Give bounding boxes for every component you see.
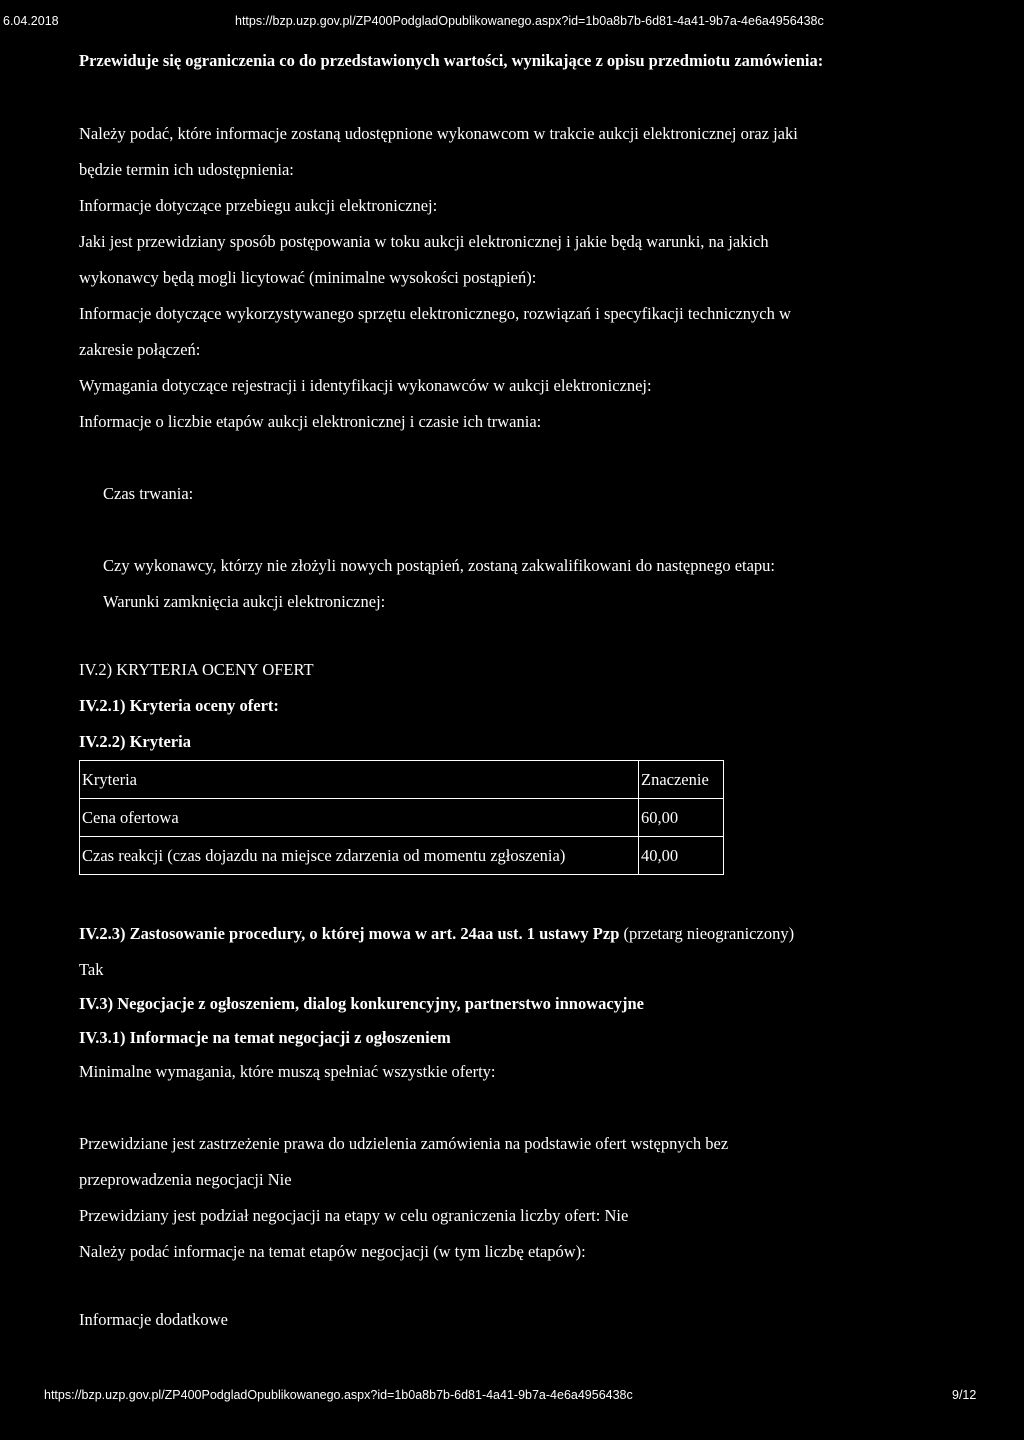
footer-url: https://bzp.uzp.gov.pl/ZP400PodgladOpublikowanego.aspx?id=1b0a8b7b-6d81-4a41-9b7a-4e6a4956438c bbox=[44, 1388, 633, 1402]
auction-stages-info: Informacje o liczbie etapów aukcji elektronicznej i czasie ich trwania: bbox=[79, 412, 542, 431]
table-cell: 40,00 bbox=[639, 837, 724, 875]
registration-requirements: Wymagania dotyczące rejestracji i identyfikacji wykonawców w aukcji elektronicznej: bbox=[79, 376, 652, 395]
table-cell: 60,00 bbox=[639, 799, 724, 837]
minimum-requirements: Minimalne wymagania, które muszą spełniać wszystkie oferty: bbox=[79, 1062, 496, 1081]
info-shared-line-2: będzie termin ich udostępnienia: bbox=[79, 160, 294, 179]
table-row bbox=[80, 799, 724, 837]
section-iv23-answer: Tak bbox=[79, 960, 104, 979]
table-header-row bbox=[80, 761, 724, 799]
page-number: 9/12 bbox=[952, 1388, 977, 1402]
auction-procedure-line-2: wykonawcy będą mogli licytować (minimalne wysokości postąpień): bbox=[79, 268, 537, 287]
auction-progress-info: Informacje dotyczące przebiegu aukcji elektronicznej: bbox=[79, 196, 438, 215]
info-shared-line-1: Należy podać, które informacje zostaną udostępnione wykonawcom w trakcie aukcji elektronicznej oraz jaki bbox=[79, 124, 798, 143]
duration-label: Czas trwania: bbox=[103, 484, 194, 503]
equipment-info-line-1: Informacje dotyczące wykorzystywanego sprzętu elektronicznego, rozwiązań i specyfikacji technicznych w bbox=[79, 304, 791, 323]
print-date: 6.04.2018 bbox=[3, 14, 59, 28]
criteria-table bbox=[79, 760, 724, 875]
table-cell: Cena ofertowa bbox=[80, 799, 639, 837]
negotiation-stages-split: Przewidziany jest podział negocjacji na etapy w celu ograniczenia liczby ofert: Nie bbox=[79, 1206, 629, 1225]
closing-conditions: Warunki zamknięcia aukcji elektronicznej: bbox=[103, 592, 386, 611]
negotiation-stages-info: Należy podać informacje na temat etapów negocjacji (w tym liczbę etapów): bbox=[79, 1242, 586, 1261]
print-url: https://bzp.uzp.gov.pl/ZP400PodgladOpublikowanego.aspx?id=1b0a8b7b-6d81-4a41-9b7a-4e6a4956438c bbox=[235, 14, 824, 28]
table-header-cell: Kryteria bbox=[80, 761, 639, 799]
section-iv22-heading: IV.2.2) Kryteria bbox=[79, 732, 191, 751]
section-iv23 bbox=[79, 924, 794, 944]
additional-info-label: Informacje dodatkowe bbox=[79, 1310, 228, 1329]
section-iv21-heading: IV.2.1) Kryteria oceny ofert: bbox=[79, 696, 279, 715]
table-header-cell: Znaczenie bbox=[639, 761, 724, 799]
table-row bbox=[80, 837, 724, 875]
reservation-line-2: przeprowadzenia negocjacji Nie bbox=[79, 1170, 292, 1189]
equipment-info-line-2: zakresie połączeń: bbox=[79, 340, 201, 359]
section-iv2-heading: IV.2) KRYTERIA OCENY OFERT bbox=[79, 660, 314, 679]
section-iv31-heading: IV.3.1) Informacje na temat negocjacji z ogłoszeniem bbox=[79, 1028, 451, 1047]
auction-procedure-line-1: Jaki jest przewidziany sposób postępowania w toku aukcji elektronicznej i jakie będą warunki, na jakich bbox=[79, 232, 769, 251]
section-iv23-note: (przetarg nieograniczony) bbox=[619, 924, 795, 943]
qualification-question: Czy wykonawcy, którzy nie złożyli nowych postąpień, zostaną zakwalifikowani do następnego etapu: bbox=[103, 556, 776, 575]
section-iv23-heading: IV.2.3) Zastosowanie procedury, o której mowa w art. 24aa ust. 1 ustawy Pzp bbox=[79, 924, 620, 943]
table-cell: Czas reakcji (czas dojazdu na miejsce zdarzenia od momentu zgłoszenia) bbox=[80, 837, 639, 875]
reservation-line-1: Przewidziane jest zastrzeżenie prawa do udzielenia zamówienia na podstawie ofert wstępnych bez bbox=[79, 1134, 729, 1153]
section-iv3-heading: IV.3) Negocjacje z ogłoszeniem, dialog konkurencyjny, partnerstwo innowacyjne bbox=[79, 994, 644, 1013]
restrictions-heading: Przewiduje się ograniczenia co do przedstawionych wartości, wynikające z opisu przedmiotu zamówienia: bbox=[79, 51, 824, 70]
